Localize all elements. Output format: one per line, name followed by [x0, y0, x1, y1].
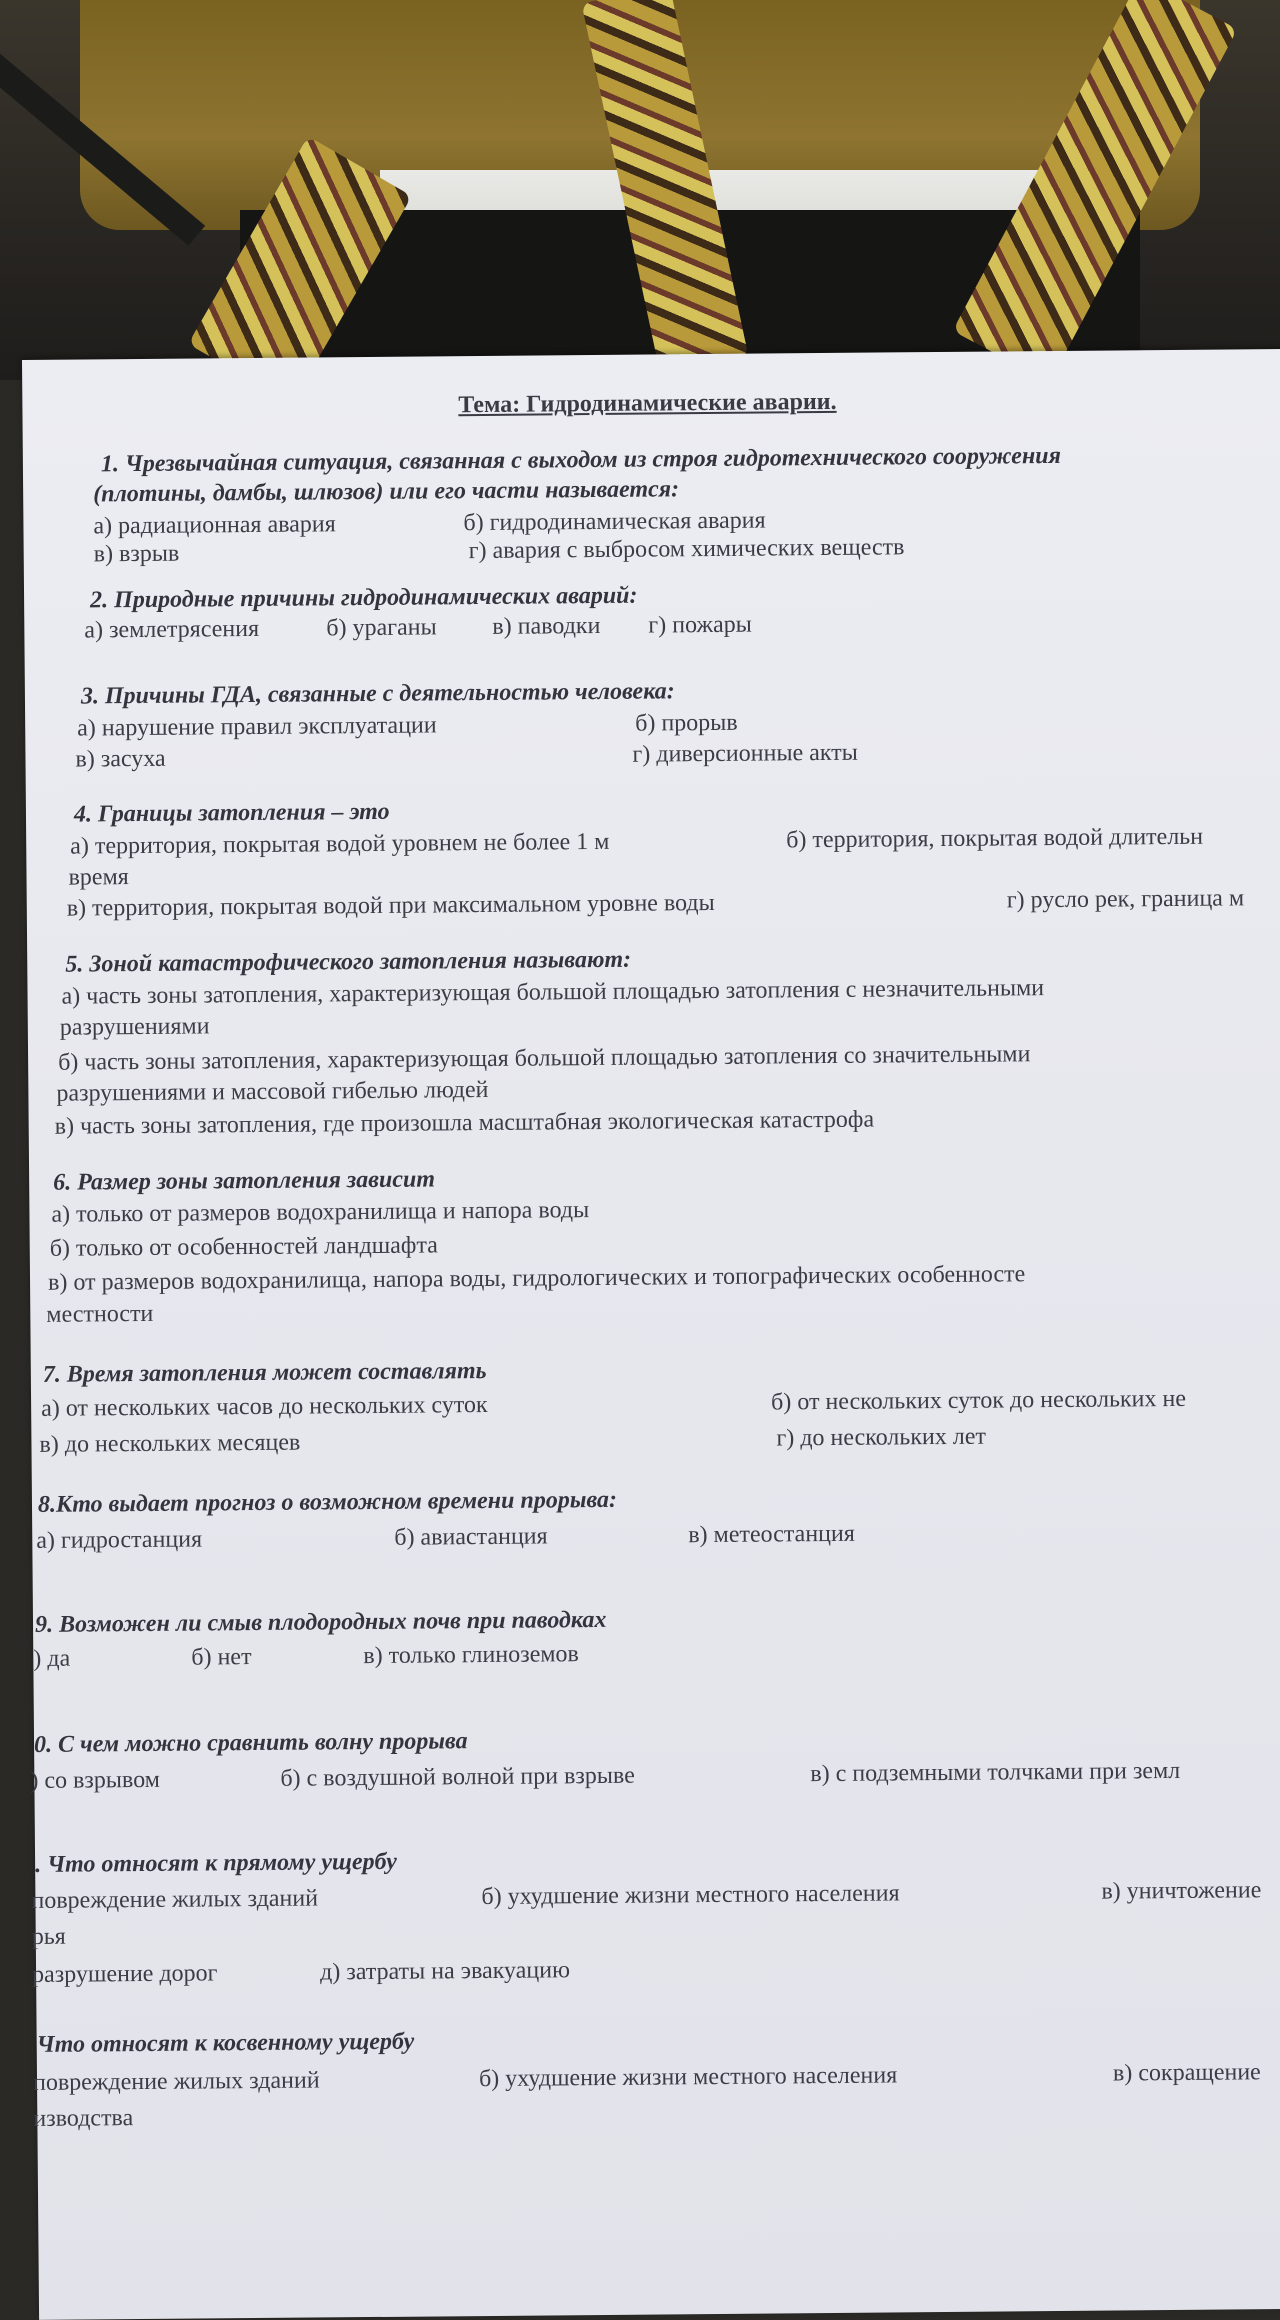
option: б) от нескольких суток до нескольких не [771, 1385, 1187, 1416]
option: а) часть зоны затопления, характеризующая большой площадью затопления с незначительными [61, 975, 1045, 1010]
question-text: 4. Границы затопления – это [73, 798, 390, 828]
sheet-title: Тема: Гидродинамические аварии. [458, 388, 837, 419]
option: повреждение жилых зданий [32, 2067, 320, 2096]
option: б) ухудшение жизни местного населения [478, 2062, 898, 2093]
question-text: 3. Причины ГДА, связанные с деятельностью человека: [80, 678, 675, 710]
option: в) от размеров водохранилища, напора воды, гидрологических и топографических особенносте [47, 1261, 1026, 1296]
option: в) часть зоны затопления, где произошла масштабная экологическая катастрофа [54, 1106, 875, 1140]
option: а) радиационная авария [93, 511, 336, 540]
option: а) от нескольких часов до нескольких суток [41, 1391, 488, 1422]
question-text: 6. Размер зоны затопления зависит [53, 1166, 436, 1196]
question-7 [43, 1356, 487, 1390]
option: в) до нескольких месяцев [39, 1429, 301, 1458]
option: б) только от особенностей ландшафта [49, 1232, 438, 1262]
option: в) уничтожение [1101, 1877, 1262, 1905]
option: ) со взрывом [30, 1766, 160, 1794]
option: а) землетрясения [84, 615, 260, 644]
option: разрушениями и массовой гибелью людей [56, 1076, 489, 1107]
question-2 [90, 581, 638, 616]
option: а) территория, покрытая водой уровнем не более 1 м [70, 828, 610, 860]
test-sheet [22, 349, 1280, 2320]
option: г) русло рек, граница м [1006, 885, 1245, 914]
question-text: . Что относят к прямому ущербу [35, 1848, 398, 1878]
option: б) авиастанция [394, 1523, 548, 1551]
question-text: 7. Время затопления может составлять [42, 1357, 487, 1388]
option: в) взрыв [93, 540, 180, 568]
question-text: Что относят к косвенному ущербу [36, 2028, 415, 2058]
option: б) с воздушной волной при взрыве [280, 1762, 635, 1792]
option: г) авария с выбросом химических веществ [468, 534, 905, 565]
option: в) паводки [492, 612, 601, 640]
option: а) гидростанция [36, 1526, 203, 1554]
option: г) до нескольких лет [776, 1423, 987, 1452]
question-text: 5. Зоной катастрофического затопления называют: [65, 946, 632, 978]
option: разрушение дорог [31, 1960, 218, 1988]
option: в) засуха [75, 745, 166, 773]
option: б) часть зоны затопления, характеризующая большой площадью затопления со значительными [58, 1041, 1031, 1076]
option: ) да [33, 1645, 71, 1672]
option: в) территория, покрытая водой при максимальном уровне воды [66, 889, 715, 922]
option: б) прорыв [635, 709, 738, 737]
option: б) гидродинамическая авария [463, 507, 766, 537]
option: в) сокращение [1112, 2059, 1261, 2087]
question-6 [53, 1164, 435, 1197]
question-text: 1. Чрезвычайная ситуация, связанная с выходом из строя гидротехнического сооружения [100, 442, 1062, 478]
option: в) метеостанция [688, 1520, 855, 1549]
option: г) диверсионные акты [632, 739, 858, 768]
question-10 [34, 1726, 468, 1760]
option: д) затраты на эвакуацию [319, 1957, 571, 1986]
option: в) только глиноземов [363, 1641, 579, 1670]
option: б) нет [191, 1644, 252, 1671]
question-3 [81, 676, 675, 711]
question-text: (плотины, дамбы, шлюзов) или его части называется: [93, 476, 680, 508]
option: б) территория, покрытая водой длительн [786, 823, 1204, 854]
question-1 [93, 441, 1062, 509]
option: г) пожары [648, 611, 752, 639]
background-photo [0, 0, 1280, 380]
option: рья [31, 1923, 66, 1950]
question-9 [35, 1605, 607, 1640]
option: а) нарушение правил эксплуатации [77, 712, 437, 742]
question-text: 8.Кто выдает прогноз о возможном времени прорыва: [37, 1486, 618, 1518]
option: б) ураганы [326, 614, 437, 642]
question-text: 0. С чем можно сравнить волну прорыва [33, 1728, 468, 1758]
question-text: 9. Возможен ли смыв плодородных почв при паводках [34, 1606, 607, 1638]
question-12 [37, 2027, 415, 2060]
option: разрушениями [59, 1013, 210, 1041]
option: б) ухудшение жизни местного населения [481, 1880, 900, 1911]
option: повреждение жилых зданий [31, 1885, 319, 1914]
option: время [68, 864, 129, 891]
question-11 [35, 1847, 397, 1880]
question-5 [65, 945, 631, 980]
option: местности [46, 1300, 154, 1328]
option: а) только от размеров водохранилища и напора воды [51, 1197, 590, 1228]
question-4 [74, 797, 390, 830]
question-text: 2. Природные причины гидродинамических аварий: [89, 582, 638, 614]
option: изводства [33, 2105, 134, 2132]
option: в) с подземными толчками при земл [810, 1757, 1181, 1788]
question-8 [38, 1485, 617, 1520]
